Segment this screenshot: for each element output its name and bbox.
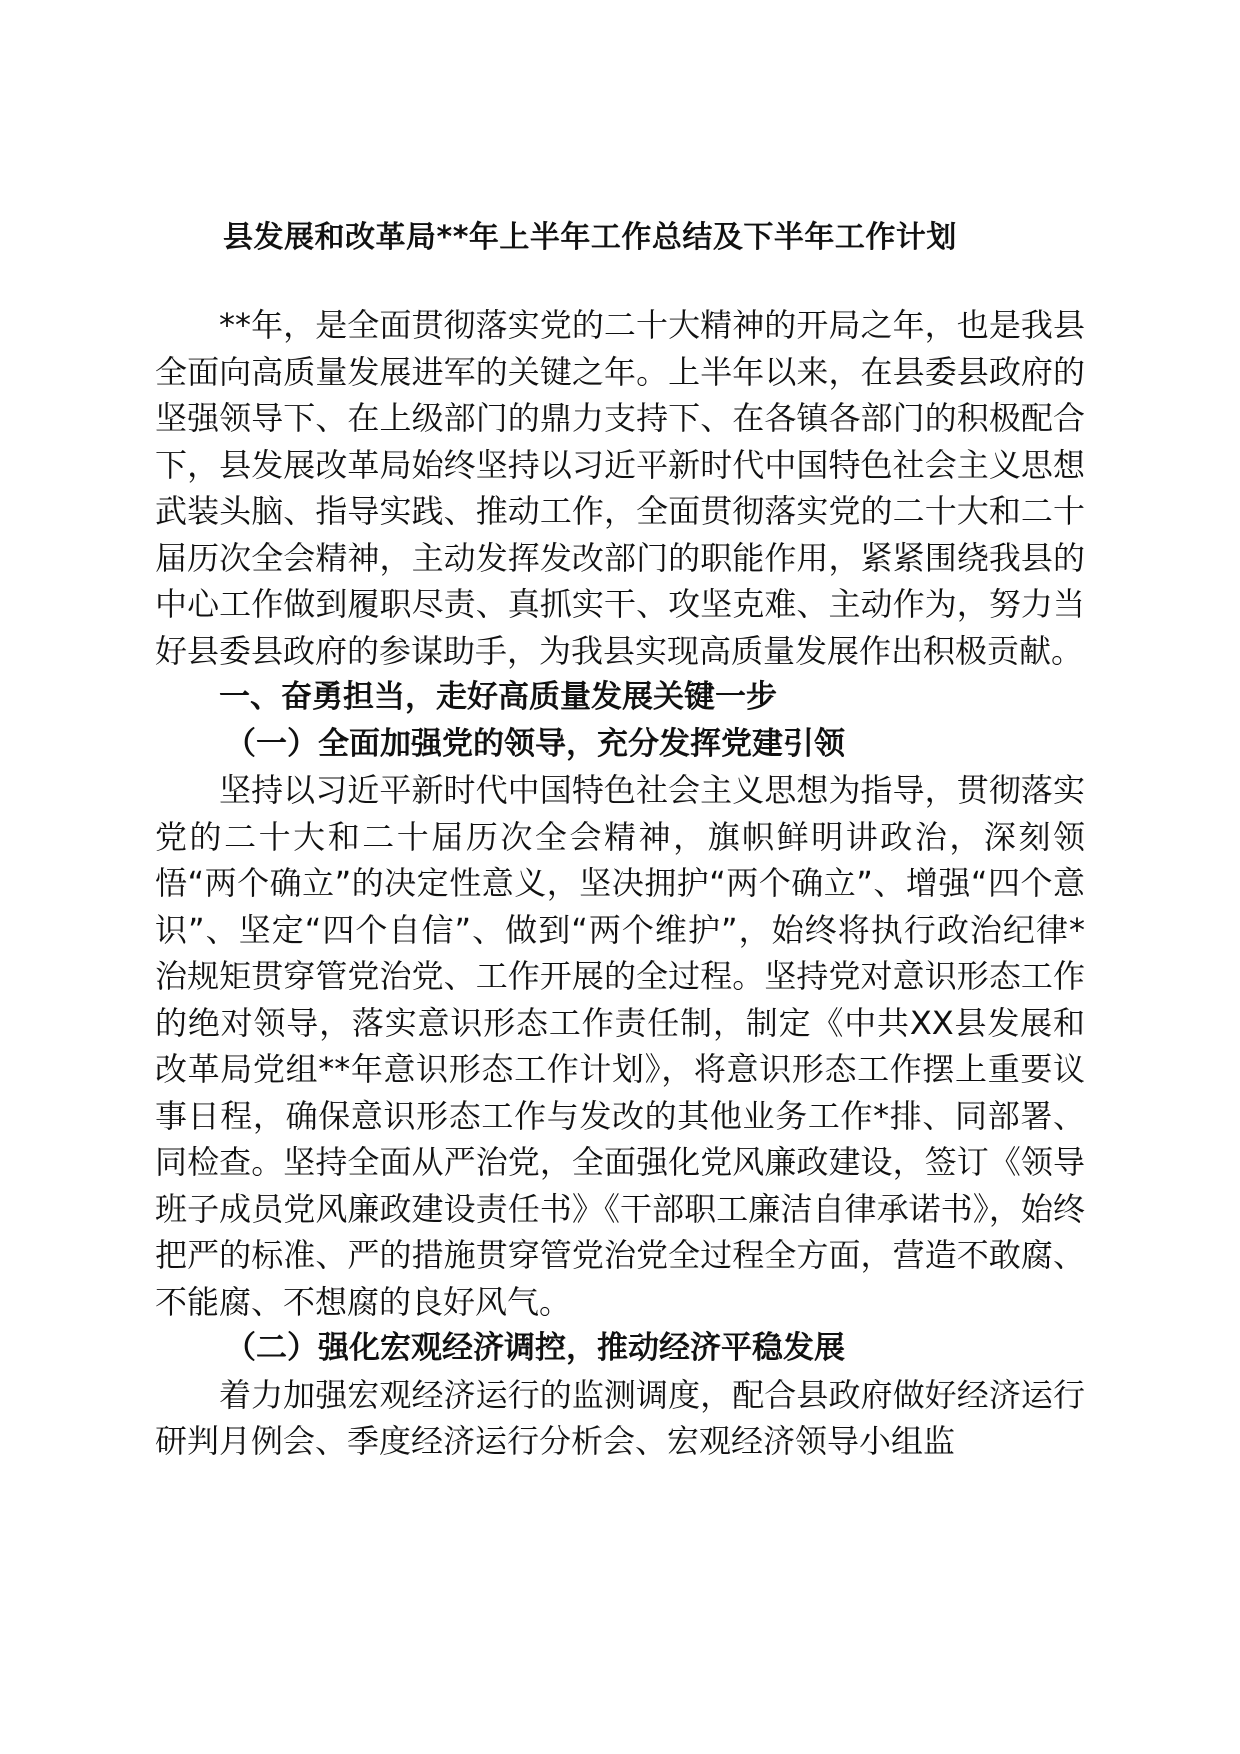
document-title: 县发展和改革局**年上半年工作总结及下半年工作计划 bbox=[223, 220, 957, 255]
subsection-heading-2: （二）强化宏观经济调控，推动经济平稳发展 bbox=[225, 1330, 845, 1366]
section-heading-1: 一、奋勇担当，走好高质量发展关键一步 bbox=[219, 679, 777, 715]
subsection-heading-1: （一）全面加强党的领导，充分发挥党建引领 bbox=[225, 725, 845, 762]
intro-paragraph: **年，是全面贯彻落实党的二十大精神的开局之年，也是我县全面向高质量发展进军的关键之年。上半年以来，在县委县政府的坚强领导下、在上级部门的鼎力支持下、在各镇各部门的积极配合下，县发展改革局始终坚持以习近平新时代中国特色社会主义思想武装头脑、指导实践、推动工作，全面贯彻落实党的二十大和二十届历次全会精神，主动发挥发改部门的职能作用，紧紧围绕我县的中心工作做到履职尽责、真抓实干、攻坚克难、主动作为，努力当好县委县政府的参谋助手，为我县实现高质量发展作出积极贡献。 bbox=[155, 306, 1085, 670]
document-body bbox=[155, 212, 1085, 1465]
subsection-2-paragraph: 着力加强宏观经济运行的监测调度，配合县政府做好经济运行研判月例会、季度经济运行分析会、宏观经济领导小组监 bbox=[155, 1375, 1085, 1460]
subsection-1-paragraph: 坚持以习近平新时代中国特色社会主义思想为指导，贯彻落实党的二十大和二十届历次全会精神，旗帜鲜明讲政治，深刻领悟“两个确立”的决定性意义，坚决拥护“两个确立”、增强“四个意识”、坚定“四个自信”、做到“两个维护”，始终将执行政治纪律*治规矩贯穿管党治党、工作开展的全过程。坚持党对意识形态工作的绝对领导，落实意识形态工作责任制，制定《中共XX县发展和改革局党组**年意识形态工作计划》，将意识形态工作摆上重要议事日程，确保意识形态工作与发改的其他业务工作*排、同部署、同检查。坚持全面从严治党，全面强化党风廉政建设，签订《领导班子成员党风廉政建设责任书》《干部职工廉洁自律承诺书》，始终把严的标准、严的措施贯穿管党治党全过程全方面，营造不敢腐、不能腐、不想腐的良好风气。 bbox=[155, 771, 1085, 1321]
